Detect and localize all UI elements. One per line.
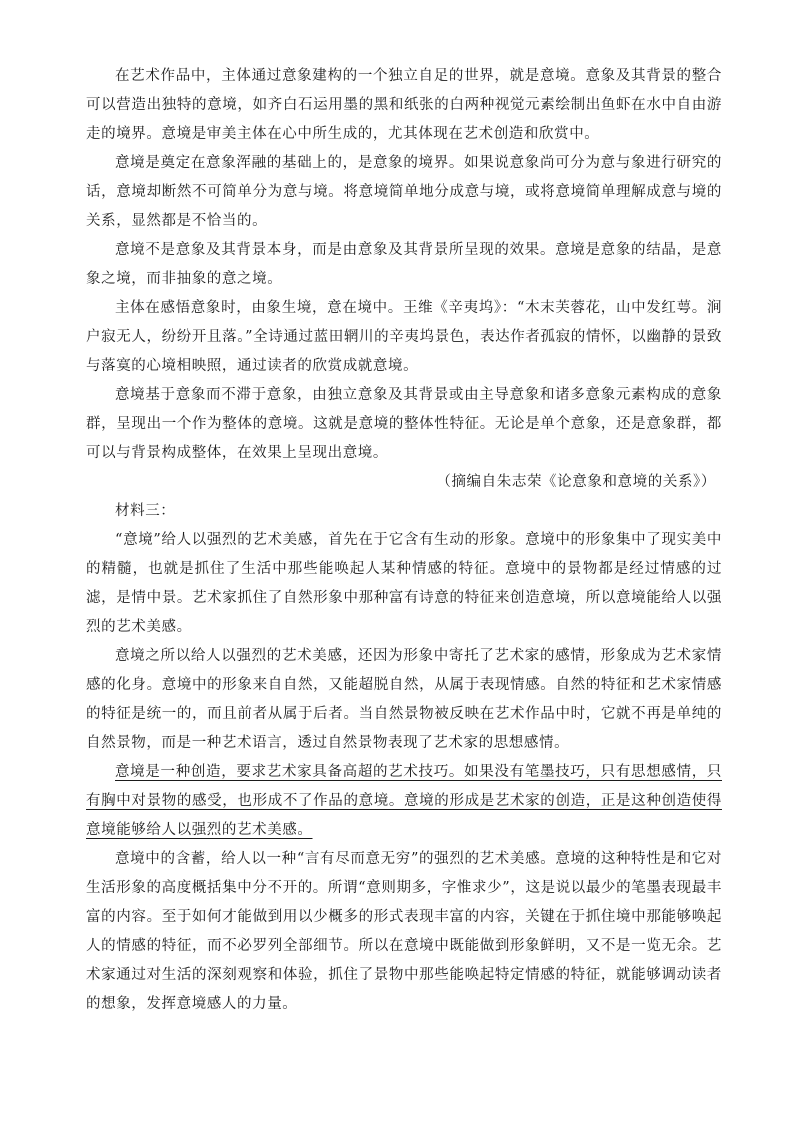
document-page: [86, 62, 722, 1019]
source-citation: （摘编自朱志荣《论意象和意境的关系》）: [436, 474, 716, 490]
paragraph-3: 意境不是意象及其背景本身，而是由意象及其背景所呈现的效果。意境是意象的结晶，是意象之境，而非抽象的意之境。: [86, 242, 722, 287]
paragraph-4: 主体在感悟意象时，由象生境，意在境中。王维《辛夷坞》：“木末芙蓉花，山中发红萼。涧户寂无人，纷纷开且落。”全诗通过蓝田辋川的辛夷坞景色，表达作者孤寂的情怀，以幽静的景致与落寞的心境相映照，通过读者的欣赏成就意境。: [86, 300, 722, 374]
paragraph-5: 意境基于意象而不滞于意象，由独立意象及其背景或由主导意象和诸多意象元素构成的意象群，呈现出一个作为整体的意境。这就是意境的整体性特征。无论是单个意象，还是意象群，都可以与背景构成整体，在效果上呈现出意境。: [86, 387, 722, 461]
material-3-paragraph-3: [86, 758, 722, 845]
material-3-heading: 材料三：: [115, 503, 176, 519]
material-3-paragraph-2: 意境之所以给人以强烈的艺术美感，还因为形象中寄托了艺术家的感情，形象成为艺术家情感的化身。意境中的形象来自自然，又能超脱自然，从属于表现情感。自然的特征和艺术家情感的特征是统一的，而且前者从属于后者。当自然景物被反映在艺术作品中时，它就不再是单纯的自然景物，而是一种艺术语言，透过自然景物表现了艺术家的思想感情。: [86, 648, 722, 751]
paragraph-1: 在艺术作品中，主体通过意象建构的一个独立自足的世界，就是意境。意象及其背景的整合可以营造出独特的意境，如齐白石运用墨的黑和纸张的白两种视觉元素绘制出鱼虾在水中自由游走的境界。意境是审美主体在心中所生成的，尤其体现在艺术创造和欣赏中。: [86, 68, 722, 142]
material-3-paragraph-4: 意境中的含蓄，给人以一种“言有尽而意无穷”的强烈的艺术美感。意境的这种特性是和它对生活形象的高度概括集中分不开的。所谓“意则期多，字惟求少”，这是说以最少的笔墨表现最丰富的内容。至于如何才能做到用以少概多的形式表现丰富的内容，关键在于抓住境中那能够唤起人的情感的特征，而不必罗列全部细节。所以在意境中既能做到形象鲜明，又不是一览无余。艺术家通过对生活的深刻观察和体验，抓住了景物中那些能唤起特定情感的特征，就能够调动读者的想象，发挥意境感人的力量。: [86, 851, 722, 1012]
underlined-text: 意境是一种创造，要求艺术家具备高超的艺术技巧。如果没有笔墨技巧，只有思想感情，只有胸中对景物的感受，也形成不了作品的意境。意境的形成是艺术家的创造，正是这种创造使得意境能够给人以强烈的艺术美感。: [86, 764, 722, 838]
paragraph-2: 意境是奠定在意象浑融的基础上的，是意象的境界。如果说意象尚可分为意与象进行研究的话，意境却断然不可简单分为意与境。将意境简单地分成意与境，或将意境简单理解成意与境的关系，显然都是不恰当的。: [86, 155, 722, 229]
material-3-paragraph-1: “意境”给人以强烈的艺术美感，首先在于它含有生动的形象。意境中的形象集中了现实美中的精髓，也就是抓住了生活中那些能唤起人某种情感的特征。意境中的景物都是经过情感的过滤，是情中景。艺术家抓住了自然形象中那种富有诗意的特征来创造意境，所以意境能给人以强烈的艺术美感。: [86, 532, 722, 635]
